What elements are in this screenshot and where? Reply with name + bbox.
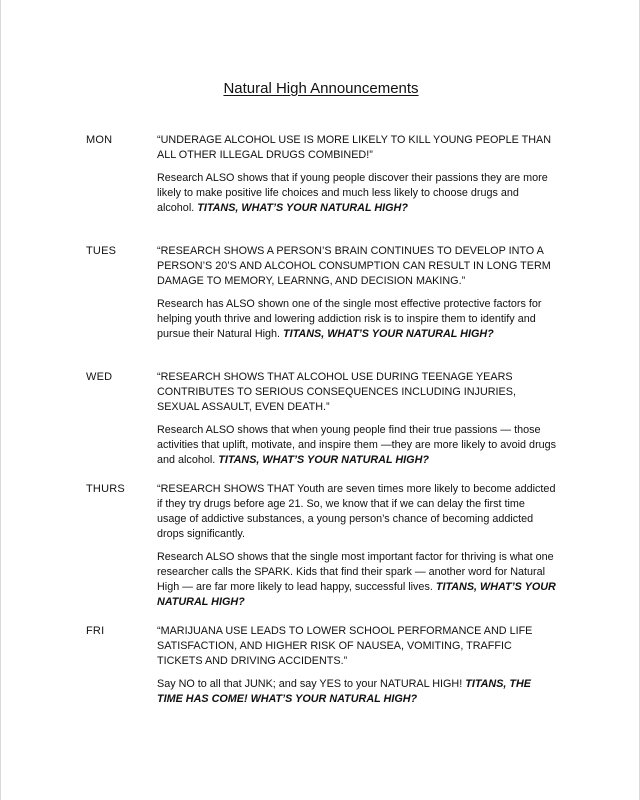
announcement-content	[157, 624, 557, 707]
day-label: THURS	[86, 483, 125, 495]
announcement-body	[157, 423, 557, 468]
body-text: Research ALSO shows that the single most important factor for thriving is what one researcher calls the SPARK. Kids that find their spark — another word for Natural High — are far more likely to lead happy, successful lives.	[157, 551, 554, 593]
announcement-content	[157, 370, 557, 468]
announcement-content	[157, 482, 557, 610]
tagline: TITANS, WHAT’S YOUR NATURAL HIGH?	[197, 202, 408, 214]
page-title: Natural High Announcements	[223, 80, 419, 97]
announcement-content	[157, 133, 557, 216]
announcement-body	[157, 297, 557, 342]
day-label: WED	[86, 371, 113, 383]
announcement-quote: “RESEARCH SHOWS A PERSON’S BRAIN CONTINUES TO DEVELOP INTO A PERSON’S 20’S AND ALCOHOL CONSUMPTION CAN RESULT IN LONG TERM DAMAGE TO MEMORY, LEARNNG, AND DECISION MAKING.”	[157, 245, 551, 287]
body-text: Research has ALSO shown one of the single most effective protective factors for helping youth thrive and lowering addiction risk is to inspire them to identify and pursue their Natural High.	[157, 298, 542, 340]
announcement-quote: “UNDERAGE ALCOHOL USE IS MORE LIKELY TO KILL YOUNG PEOPLE THAN ALL OTHER ILLEGAL DRUGS COMBINED!”	[157, 134, 552, 161]
tagline: TITANS, WHAT’S YOUR NATURAL HIGH?	[157, 581, 556, 608]
announcement-quote: “RESEARCH SHOWS THAT Youth are seven times more likely to become addicted if they try drugs before age 21. So, we know that if we can delay the first time usage of addictive substances, a young person’s chance of becoming addicted drops significantly.	[157, 483, 556, 540]
announcement-body	[157, 677, 557, 707]
day-label: FRI	[86, 625, 105, 637]
tagline: TITANS, WHAT’S YOUR NATURAL HIGH?	[283, 328, 494, 340]
tagline: TITANS, WHAT’S YOUR NATURAL HIGH?	[218, 454, 429, 466]
day-label: TUES	[86, 245, 117, 257]
announcement-body	[157, 171, 557, 216]
announcement-content	[157, 244, 557, 342]
body-text: Research ALSO shows that when young people find their true passions — those activities that uplift, motivate, and inspire them —they are more likely to avoid drugs and alcohol.	[157, 424, 557, 466]
tagline: TITANS, THE TIME HAS COME! WHAT’S YOUR NATURAL HIGH?	[157, 678, 532, 705]
day-label: MON	[86, 134, 113, 146]
announcement-body	[157, 550, 557, 610]
body-text: Say NO to all that JUNK; and say YES to your NATURAL HIGH!	[157, 678, 466, 690]
announcement-quote: “MARIJUANA USE LEADS TO LOWER SCHOOL PERFORMANCE AND LIFE SATISFACTION, AND HIGHER RISK OF NAUSEA, VOMITING, TRAFFIC TICKETS AND DRIVING ACCIDENTS.”	[157, 625, 533, 667]
body-text: Research ALSO shows that if young people discover their passions they are more likely to make positive life choices and much less likely to choose drugs and alcohol.	[157, 172, 548, 214]
announcement-quote: “RESEARCH SHOWS THAT ALCOHOL USE DURING TEENAGE YEARS CONTRIBUTES TO SERIOUS CONSEQUENCES INCLUDING INJURIES, SEXUAL ASSAULT, EVEN DEATH.”	[157, 371, 516, 413]
